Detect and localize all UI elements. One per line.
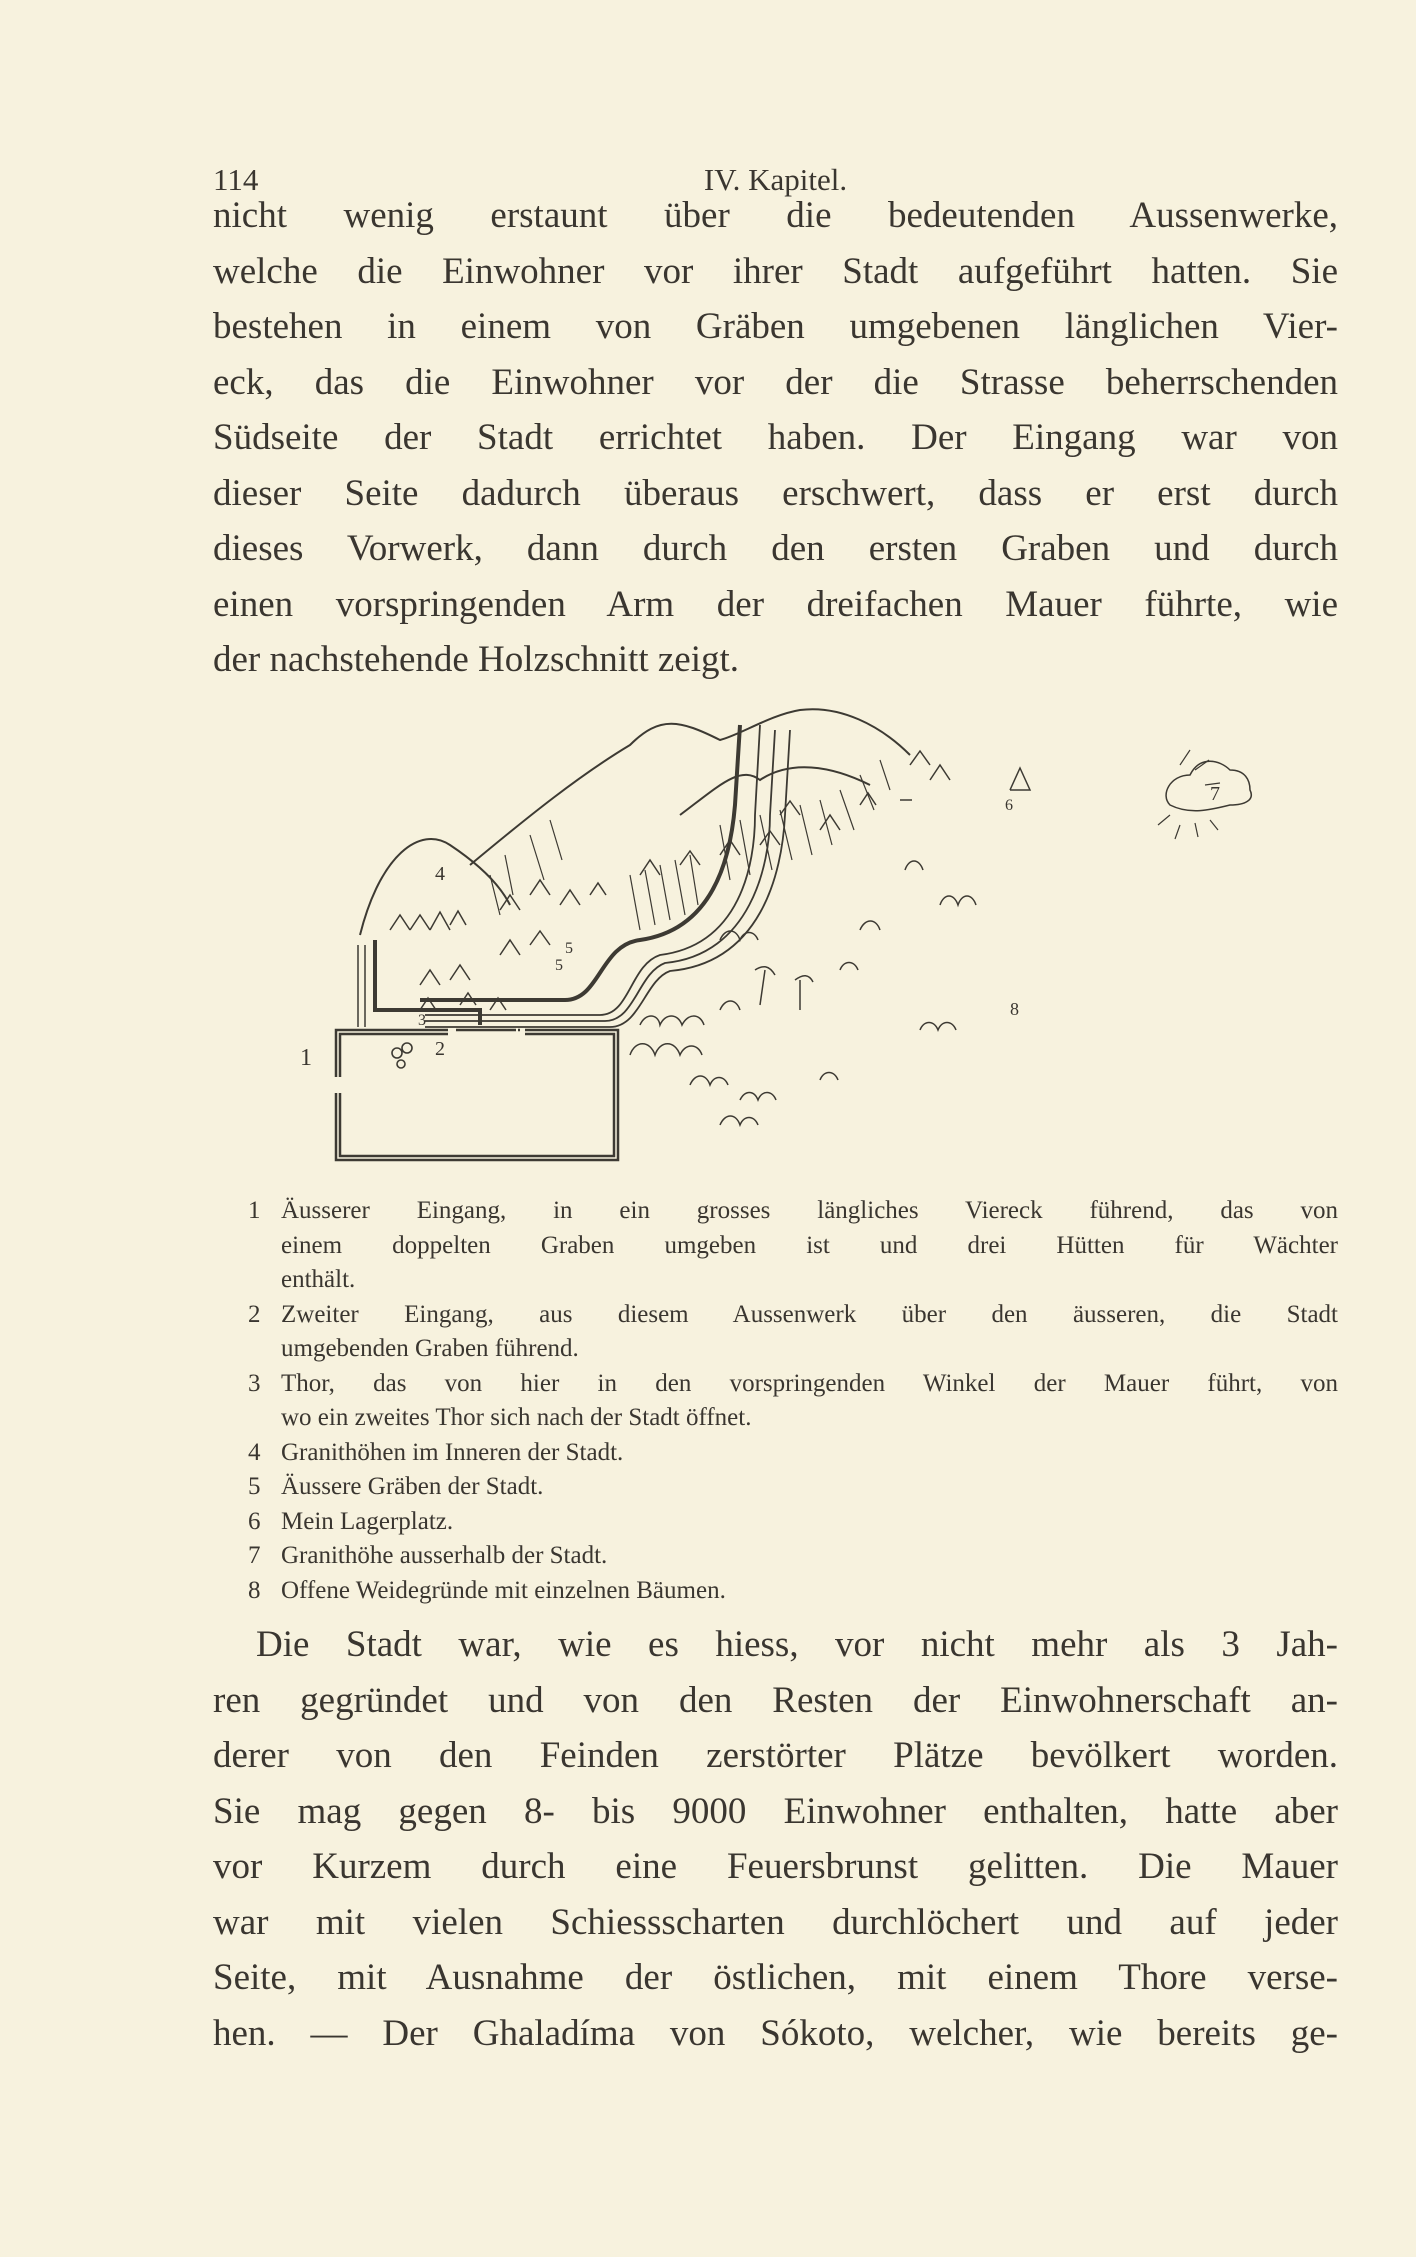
text-line: nicht wenig erstaunt über die bedeutenden Aussenwerke,	[213, 195, 1338, 236]
legend-text: Granithöhen im Inneren der Stadt.	[281, 1438, 624, 1466]
legend-text: Offene Weidegründe mit einzelnen Bäumen.	[281, 1576, 726, 1604]
legend-text: Granithöhe ausserhalb der Stadt.	[281, 1542, 608, 1569]
legend-item	[248, 1470, 1338, 1505]
figure-label: 1	[300, 1045, 312, 1071]
running-title: IV. Kapitel.	[703, 162, 848, 197]
legend-number: 4	[248, 1438, 261, 1466]
page-number: 114	[213, 162, 259, 197]
figure-label: 7	[1210, 783, 1220, 805]
mountain-outline	[680, 767, 870, 815]
mountain-outline	[470, 709, 910, 865]
hatching	[490, 750, 1220, 930]
text-line: eck, das die Einwohner vor der die Strasse beherrschenden	[213, 361, 1338, 403]
legend-item	[248, 1298, 1338, 1367]
legend-text: Zweiter Eingang, aus diesem Aussenwerk über den äusseren, die Stadt	[281, 1300, 1338, 1328]
legend-number: 6	[248, 1507, 261, 1535]
text-line: einen vorspringenden Arm der dreifachen Mauer führte, wie	[213, 583, 1338, 625]
granite-hill	[1166, 761, 1251, 811]
text-line: derer von den Feinden zerstörter Plätze bevölkert worden.	[213, 1735, 1338, 1776]
legend-number: 5	[248, 1473, 261, 1500]
figure-label: 4	[435, 863, 445, 885]
legend-item	[248, 1367, 1338, 1436]
figure-legend	[248, 1194, 1338, 1608]
legend-number: 3	[248, 1369, 261, 1397]
city-wall	[375, 725, 740, 1025]
legend-text: Mein Lagerplatz.	[281, 1507, 454, 1535]
woodcut-figure	[300, 705, 1260, 1165]
legend-text: Äusserer Eingang, in ein grosses längliches Viereck führend, das von	[281, 1197, 1338, 1224]
guard-huts	[392, 1043, 412, 1068]
legend-text: wo ein zweites Thor sich nach der Stadt öffnet.	[281, 1404, 752, 1431]
legend-item	[248, 1574, 1338, 1609]
text-line: Seite, mit Ausnahme der östlichen, mit einem Thore verse-	[213, 1957, 1338, 1998]
text-line: dieser Seite dadurch überaus erschwert, dass er erst durch	[213, 472, 1338, 514]
figure-label: 3	[418, 1012, 426, 1029]
legend-number: 7	[248, 1542, 261, 1569]
text-line: der nachstehende Holzschnitt zeigt.	[213, 639, 740, 680]
text-line: Die Stadt war, wie es hiess, vor nicht mehr als 3 Jah-	[256, 1624, 1338, 1665]
legend-item	[248, 1539, 1338, 1574]
legend-text: Äussere Gräben der Stadt.	[281, 1473, 544, 1500]
legend-text: enthält.	[281, 1266, 356, 1293]
text-line: vor Kurzem durch eine Feuersbrunst gelitten. Die Mauer	[213, 1846, 1338, 1887]
text-line: war mit vielen Schiessscharten durchlöchert und auf jeder	[213, 1901, 1338, 1943]
legend-text: Thor, das von hier in den vorspringenden Winkel der Mauer führt, von	[281, 1369, 1338, 1397]
legend-text: umgebenden Graben führend.	[281, 1335, 579, 1362]
legend-item	[248, 1194, 1338, 1298]
figure-label: 5	[565, 940, 573, 957]
legend-item	[248, 1436, 1338, 1471]
legend-number: 8	[248, 1576, 261, 1604]
outwork-enclosure	[336, 1030, 618, 1160]
paragraph-2	[213, 1617, 1338, 2061]
text-line: hen. — Der Ghaladíma von Sókoto, welcher, wie bereits ge-	[213, 2012, 1338, 2054]
legend-number: 1	[248, 1197, 261, 1224]
figure-label: 8	[1010, 999, 1019, 1019]
legend-number: 2	[248, 1300, 261, 1328]
text-line: welche die Einwohner vor ihrer Stadt aufgeführt hatten. Sie	[213, 250, 1338, 292]
paragraph-1	[213, 188, 1338, 688]
figure-label: 5	[555, 957, 563, 974]
outer-ditch	[425, 730, 775, 1021]
text-line: Sie mag gegen 8- bis 9000 Einwohner enthalten, hatte aber	[213, 1790, 1338, 1832]
figure-label: 6	[1005, 797, 1013, 814]
huts	[390, 751, 1030, 1010]
text-line: ren gegründet und von den Resten der Einwohnerschaft an-	[213, 1679, 1338, 1721]
text-line: Südseite der Stadt errichtet haben. Der Eingang war von	[213, 417, 1338, 458]
legend-text: einem doppelten Graben umgeben ist und drei Hütten für Wächter	[281, 1231, 1338, 1259]
town-plan-illustration	[300, 705, 1260, 1165]
figure-label: 2	[435, 1038, 445, 1060]
legend-item	[248, 1505, 1338, 1540]
text-line: dieses Vorwerk, dann durch den ersten Graben und durch	[213, 528, 1338, 569]
text-line: bestehen in einem von Gräben umgebenen länglichen Vier-	[213, 306, 1338, 347]
